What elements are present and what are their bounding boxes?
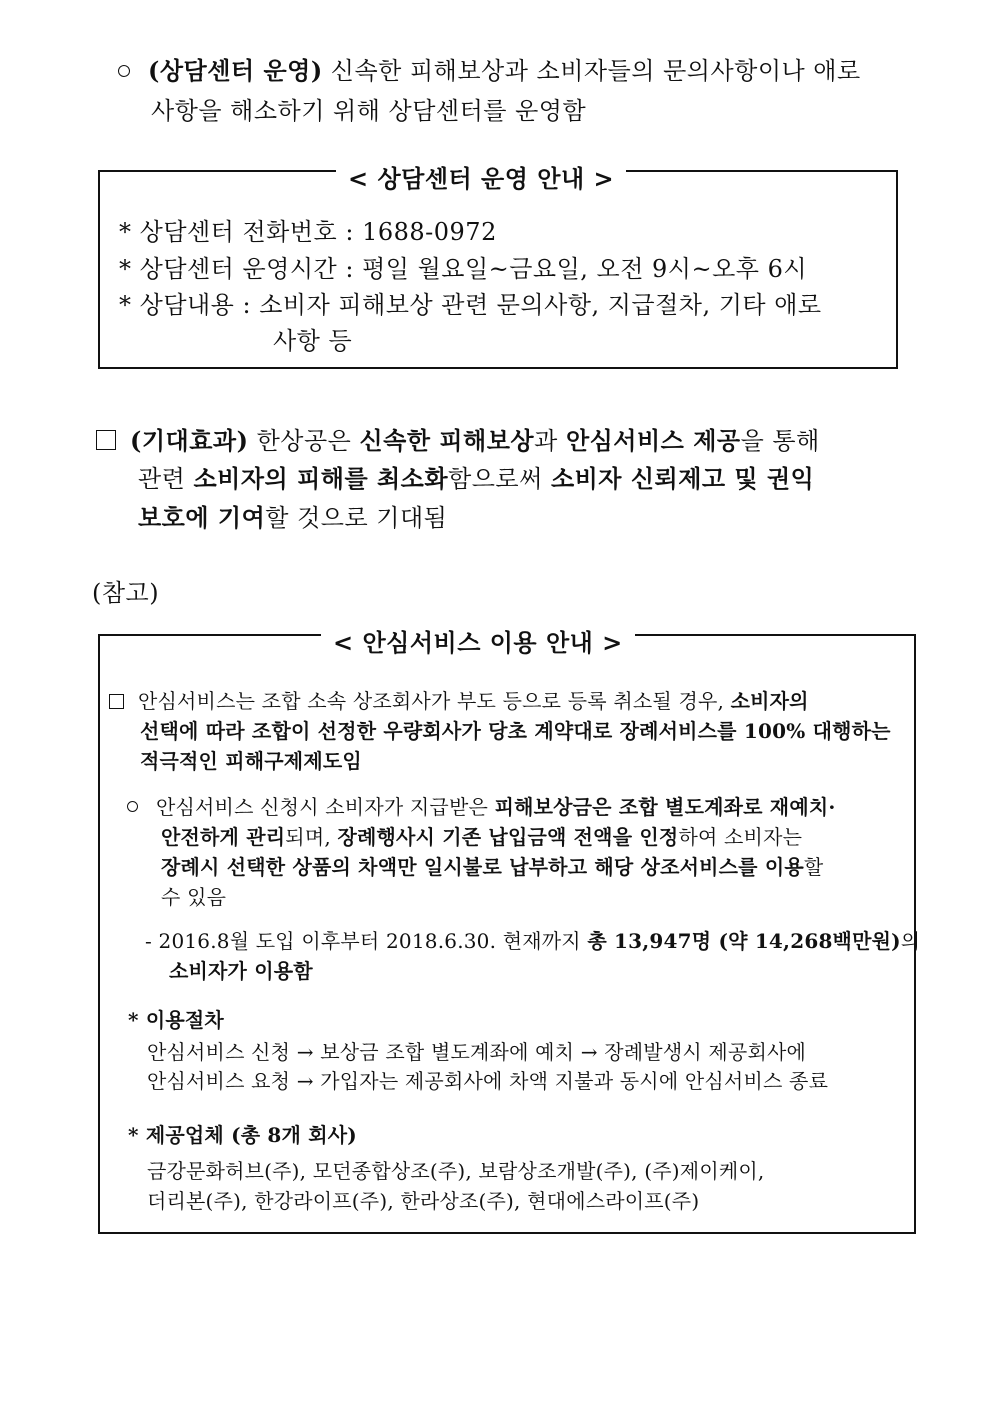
service-intro-line-1 [109, 685, 809, 714]
center-content-cont: 사항 등 [273, 327, 353, 355]
effect-label: (기대효과) [130, 426, 249, 455]
providers-line-2: 더리본(주), 한강라이프(주), 한라상조(주), 현대에스라이프(주) [147, 1189, 700, 1213]
service-intro-line-2 [140, 715, 891, 744]
procedure-heading [128, 1004, 224, 1033]
service-sub-bold: 장례시 선택한 상품의 차액만 일시불로 납부하고 해당 상조서비스를 이용 [161, 855, 804, 879]
procedure-line-2: 안심서비스 요청 → 가입자는 제공회사에 차액 지불과 동시에 안심서비스 종료 [147, 1069, 829, 1093]
service-intro-bold: 선택에 따라 조합이 선정한 우량회사가 당초 계약대로 장례서비스를 100% 대행하는 [140, 719, 891, 743]
service-intro-bold: 적극적인 피해구제제도임 [140, 749, 362, 773]
service-sub-line-4: 수 있음 [161, 885, 227, 909]
service-intro-line-3 [140, 745, 362, 774]
intro-line-1 [118, 51, 861, 86]
usage-stat-text: 의 [900, 929, 921, 953]
service-sub-line-2 [161, 821, 802, 850]
effect-text: 관련 [138, 465, 194, 493]
effect-text: 을 통해 [740, 427, 820, 455]
effect-line-1 [96, 421, 820, 456]
service-sub-text: 할 [803, 855, 824, 879]
center-phone: * 상담센터 전화번호 : 1688-0972 [119, 218, 497, 246]
effect-text: 할 것으로 기대됨 [265, 504, 448, 532]
effect-bold: 소비자의 피해를 최소화 [193, 464, 449, 493]
providers-line-1: 금강문화허브(주), 모던종합상조(주), 보람상조개발(주), (주)제이케이, [147, 1159, 765, 1183]
service-sub-text: 하여 소비자는 [678, 825, 803, 849]
usage-stat-line-2 [169, 955, 313, 984]
providers-heading [128, 1119, 357, 1148]
effect-bold: 보호에 기여 [138, 503, 266, 532]
service-sub-text: 되며, [285, 825, 338, 849]
checkbox-square-icon [109, 694, 124, 709]
intro-text-1: 신속한 피해보상과 소비자들의 문의사항이나 애로 [322, 57, 861, 85]
intro-line-2: 사항을 해소하기 위해 상담센터를 운영함 [151, 97, 587, 125]
checkbox-square-icon [96, 430, 116, 450]
service-sub-bold: 피해보상금은 조합 별도계좌로 재예치· [494, 795, 836, 819]
circle-bullet-icon [127, 801, 138, 812]
intro-label: (상담센터 운영) [148, 56, 323, 85]
effect-text: 한상공은 [248, 427, 360, 455]
service-sub-line-1 [127, 791, 836, 820]
usage-stat-bold: 총 13,947명 (약 14,268백만원) [587, 929, 901, 953]
effect-text: 과 [534, 427, 566, 455]
usage-stat-line-1 [145, 925, 920, 954]
usage-stat-bold: 소비자가 이용함 [169, 959, 313, 983]
effect-line-2 [138, 459, 814, 494]
reference-label: (참고) [92, 579, 160, 607]
service-sub-text: 안심서비스 신청시 소비자가 지급받은 [156, 795, 495, 819]
effect-text: 함으로써 [448, 465, 551, 493]
effect-bold: 신속한 피해보상 [359, 426, 535, 455]
center-content: * 상담내용 : 소비자 피해보상 관련 문의사항, 지급절차, 기타 애로 [119, 291, 822, 319]
circle-bullet-icon [118, 65, 130, 77]
procedure-line-1: 안심서비스 신청 → 보상금 조합 별도계좌에 예치 → 장례발생시 제공회사에 [147, 1040, 807, 1064]
service-sub-line-3 [161, 851, 823, 880]
service-sub-bold: 장례행사시 기존 납입금액 전액을 인정 [337, 825, 679, 849]
service-box-title: < 안심서비스 이용 안내 > [321, 623, 635, 658]
center-box-title: < 상담센터 운영 안내 > [336, 159, 626, 194]
effect-line-3 [138, 498, 447, 533]
usage-stat-text: - 2016.8월 도입 이후부터 2018.6.30. 현재까지 [145, 929, 588, 953]
service-sub-bold: 안전하게 관리 [161, 825, 286, 849]
service-intro-bold: 소비자의 [730, 689, 809, 713]
center-hours: * 상담센터 운영시간 : 평일 월요일~금요일, 오전 9시~오후 6시 [119, 255, 808, 283]
effect-bold: 소비자 신뢰제고 및 권익 [550, 464, 815, 493]
effect-bold: 안심서비스 제공 [565, 426, 741, 455]
service-intro-text: 안심서비스는 조합 소속 상조회사가 부도 등으로 등록 취소될 경우, [138, 689, 731, 713]
procedure-heading-text: * 이용절차 [128, 1008, 224, 1032]
providers-heading-text: * 제공업체 (총 8개 회사) [128, 1123, 357, 1147]
